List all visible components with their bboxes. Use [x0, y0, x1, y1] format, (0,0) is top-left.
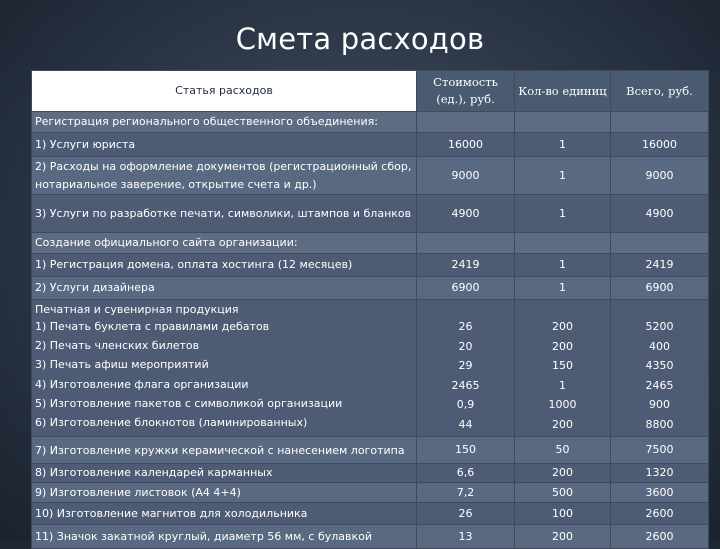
row-total: 7500 — [611, 437, 709, 464]
row-total: 3600 — [611, 483, 709, 503]
print-qty: 1 — [559, 378, 566, 392]
row-cost: 6900 — [417, 277, 515, 300]
print-item: 5) Изготовление пакетов с символикой организации — [35, 397, 343, 410]
print-qty: 200 — [552, 320, 573, 333]
row-item: 8) Изготовление календарей карманных — [32, 464, 417, 483]
row-cost: 13 — [417, 525, 515, 549]
table-row — [32, 277, 709, 300]
row-total: 9000 — [611, 157, 709, 195]
row-cost: 7,2 — [417, 483, 515, 503]
row-total: 16000 — [611, 133, 709, 157]
print-cost: 20 — [458, 339, 473, 353]
row-qty: 200 — [515, 464, 611, 483]
row-item: 2) Услуги дизайнера — [32, 277, 417, 300]
row-cost: 6,6 — [417, 464, 515, 483]
print-item: 4) Изготовление флага организации — [35, 378, 249, 391]
slide-title: Смета расходов — [235, 22, 485, 56]
section-label: Печатная и сувенирная продукция — [35, 303, 239, 316]
print-total: 5200 — [645, 320, 674, 333]
print-qty: 150 — [552, 359, 573, 372]
row-total: 2600 — [611, 525, 709, 549]
print-products-block — [32, 300, 709, 437]
row-item: 11) Значок закатной круглый, диаметр 56 мм, с булавкой — [32, 525, 417, 549]
table-header-row — [32, 71, 709, 112]
table-row — [32, 503, 709, 525]
row-qty: 200 — [515, 525, 611, 549]
row-item: 7) Изготовление кружки керамической с нанесением логотипа — [32, 437, 417, 464]
print-qty: 200 — [552, 339, 573, 353]
print-total: 900 — [649, 398, 670, 411]
row-item: 1) Регистрация домена, оплата хостинга (12 месяцев) — [32, 254, 417, 277]
row-cost: 26 — [417, 503, 515, 525]
row-cost: 150 — [417, 437, 515, 464]
row-cost: 9000 — [417, 157, 515, 195]
print-total: 4350 — [645, 359, 674, 372]
row-cost: 2419 — [417, 254, 515, 277]
table-row — [32, 133, 709, 157]
row-total: 2419 — [611, 254, 709, 277]
print-total: 8800 — [645, 417, 674, 431]
table-row — [32, 254, 709, 277]
section-label: Создание официального сайта организации: — [32, 233, 417, 254]
print-total: 2465 — [645, 378, 674, 392]
row-item: 3) Услуги по разработке печати, символики, штампов и бланков — [32, 195, 417, 233]
print-cost: 0,9 — [456, 398, 475, 411]
row-item: 1) Услуги юриста — [32, 133, 417, 157]
print-item: 2) Печать членских билетов — [35, 339, 200, 352]
print-qty: 1000 — [548, 398, 577, 411]
table-row — [32, 157, 709, 195]
row-qty: 50 — [515, 437, 611, 464]
header-cost: Стоимость (ед.), руб. — [417, 71, 515, 112]
header-item: Статья расходов — [32, 71, 417, 112]
row-item: 2) Расходы на оформление документов (регистрационный сбор, нотариальное заверение, открытие счета и др.) — [32, 157, 417, 195]
row-total: 1320 — [611, 464, 709, 483]
section-row — [32, 233, 709, 254]
row-total: 2600 — [611, 503, 709, 525]
row-qty: 1 — [515, 254, 611, 277]
table-row — [32, 483, 709, 503]
row-qty: 500 — [515, 483, 611, 503]
print-cost: 26 — [458, 320, 473, 333]
row-cost: 16000 — [417, 133, 515, 157]
table-row — [32, 195, 709, 233]
print-cost: 2465 — [451, 378, 480, 392]
row-qty: 1 — [515, 277, 611, 300]
row-total: 6900 — [611, 277, 709, 300]
print-cost: 29 — [458, 359, 473, 372]
row-item: 9) Изготовление листовок (А4 4+4) — [32, 483, 417, 503]
row-item: 10) Изготовление магнитов для холодильника — [32, 503, 417, 525]
row-total: 4900 — [611, 195, 709, 233]
header-qty: Кол-во единиц — [515, 71, 611, 112]
print-total: 400 — [649, 339, 670, 353]
row-qty: 100 — [515, 503, 611, 525]
header-total: Всего, руб. — [611, 71, 709, 112]
row-qty: 1 — [515, 133, 611, 157]
print-qty: 200 — [552, 417, 573, 431]
print-item: 3) Печать афиш мероприятий — [35, 358, 209, 371]
row-qty: 1 — [515, 195, 611, 233]
row-cost: 4900 — [417, 195, 515, 233]
print-cost: 44 — [458, 417, 473, 431]
table-row — [32, 437, 709, 464]
print-item: 6) Изготовление блокнотов (ламинированных) — [35, 416, 308, 429]
section-label: Регистрация регионального общественного объединения: — [32, 112, 417, 133]
budget-table — [31, 70, 709, 549]
print-item: 1) Печать буклета с правилами дебатов — [35, 320, 270, 333]
table-row — [32, 525, 709, 549]
row-qty: 1 — [515, 157, 611, 195]
section-row — [32, 112, 709, 133]
table-row — [32, 464, 709, 483]
